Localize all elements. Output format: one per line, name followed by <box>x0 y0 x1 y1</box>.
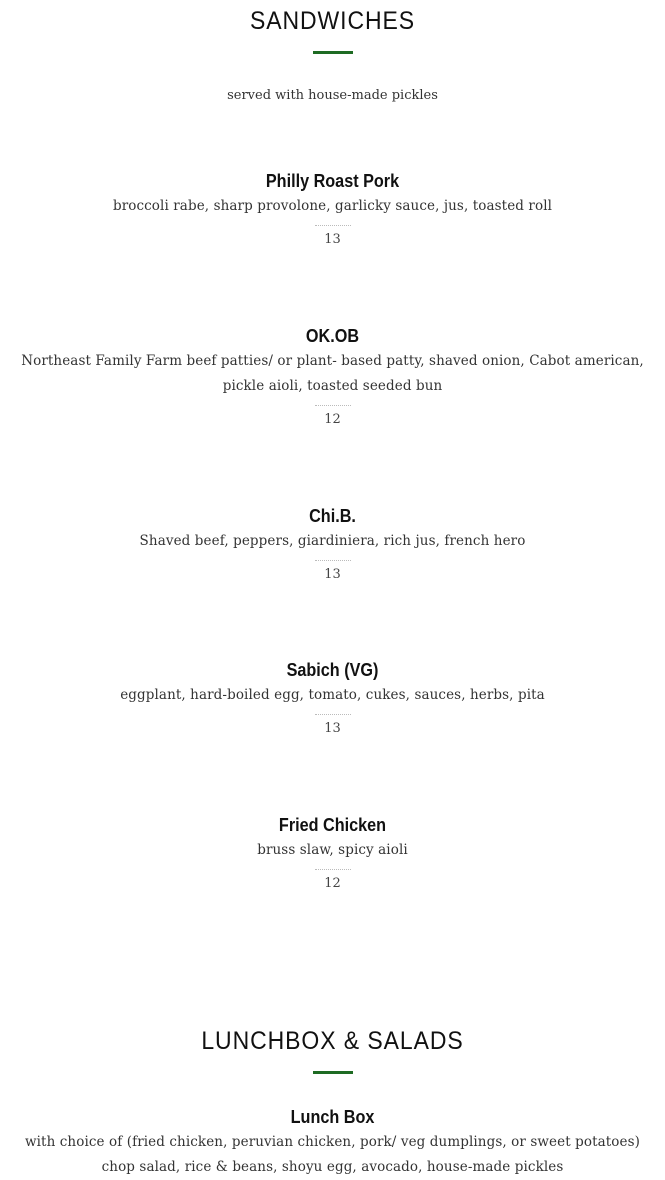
item-name: Chi.B. <box>309 506 356 526</box>
item-description: broccoli rabe, sharp provolone, garlicky sauce, jus, toasted roll <box>112 198 553 214</box>
price-divider <box>315 869 351 870</box>
item-name: Philly Roast Pork <box>265 171 400 191</box>
item-description: Shaved beef, peppers, giardiniera, rich jus, french hero <box>139 533 526 549</box>
section-divider <box>313 1071 353 1074</box>
price-divider <box>315 405 351 406</box>
item-price: 13 <box>324 232 341 247</box>
menu-item-sabich <box>20 659 645 738</box>
item-name: Lunch Box <box>290 1107 375 1127</box>
section-title-sandwiches: SANDWICHES <box>249 7 416 35</box>
menu-item-chib <box>20 505 645 584</box>
item-price: 12 <box>324 876 341 891</box>
item-description: bruss slaw, spicy aioli <box>257 842 408 858</box>
menu-item-fried-chicken <box>20 814 645 893</box>
menu-item-philly-roast-pork <box>20 170 645 249</box>
section-note: served with house-made pickles <box>227 88 438 103</box>
menu-item-lunch-box <box>16 1106 649 1180</box>
item-price: 13 <box>324 567 341 582</box>
item-price: 12 <box>324 412 341 427</box>
item-price: 13 <box>324 721 341 736</box>
item-name: OK.OB <box>305 326 360 346</box>
item-description: with choice of (fried chicken, peruvian chicken, pork/ veg dumplings, or sweet potatoes) chop salad, rice & beans, shoyu egg, avocado, house-made pickles <box>24 1134 640 1175</box>
price-divider <box>315 714 351 715</box>
item-description: eggplant, hard-boiled egg, tomato, cukes, sauces, herbs, pita <box>120 687 545 703</box>
menu-item-okob <box>20 325 645 429</box>
price-divider <box>315 225 351 226</box>
section-divider <box>313 51 353 54</box>
section-title-lunchbox: LUNCHBOX & SALADS <box>201 1027 464 1055</box>
item-name: Fried Chicken <box>278 815 387 835</box>
item-name: Sabich (VG) <box>286 660 379 680</box>
item-description: Northeast Family Farm beef patties/ or plant- based patty, shaved onion, Cabot american, pickle aioli, toasted seeded bun <box>21 353 644 394</box>
price-divider <box>315 560 351 561</box>
